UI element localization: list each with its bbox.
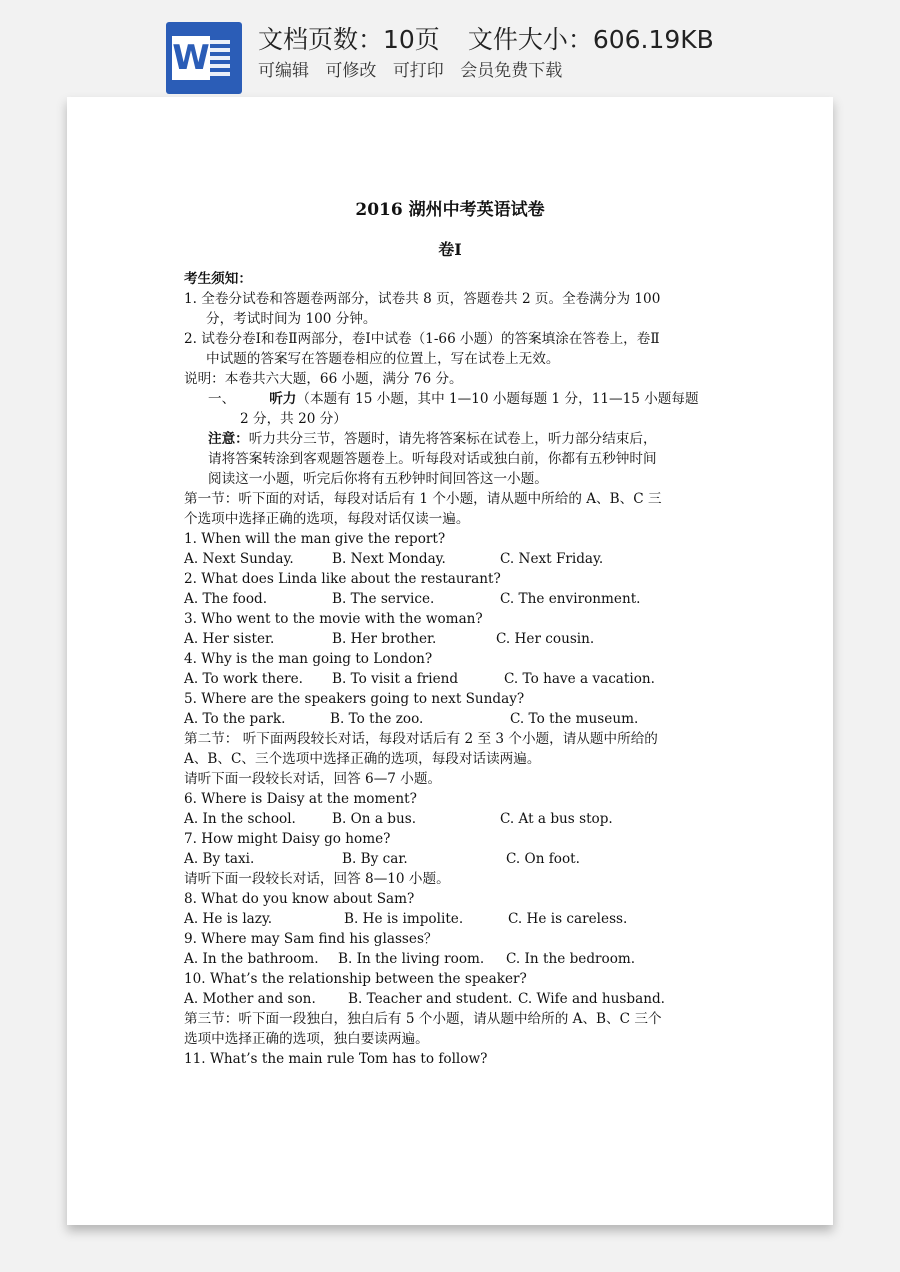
part-3-instructions: 第三节：听下面一段独白，独白后有 5 个小题，请从题中给所的 A、B、C 三个 bbox=[184, 1011, 662, 1027]
feature-editable: 可编辑 bbox=[258, 61, 309, 81]
question-11: 11. What’s the main rule Tom has to follow? bbox=[184, 1051, 488, 1067]
question-9: 9. Where may Sam find his glasses？ bbox=[184, 931, 438, 947]
question-7: 7. How might Daisy go home? bbox=[184, 831, 391, 847]
notice-item-1: 1. 全卷分试卷和答题卷两部分，试卷共 8 页，答题卷共 2 页。全卷满分为 100 bbox=[184, 291, 661, 307]
listening-note: 注意：听力共分三节，答题时，请先将答案标在试卷上，听力部分结束后， bbox=[208, 431, 657, 447]
notice-item-1-cont: 分，考试时间为 100 分钟。 bbox=[206, 311, 377, 327]
question-6-options: A. In the school. B. On a bus. C. At a bus stop. bbox=[184, 811, 613, 827]
part-1-instructions-cont: 个选项中选择正确的选项，每段对话仅读一遍。 bbox=[184, 511, 470, 527]
question-2-options: A. The food. B. The service. C. The environment. bbox=[184, 591, 641, 607]
page-count: 文档页数：10页 bbox=[258, 25, 440, 54]
question-8-options: A. He is lazy. B. He is impolite. C. He is careless. bbox=[184, 911, 628, 927]
word-document-icon: W bbox=[166, 22, 242, 94]
question-3-options: A. Her sister. B. Her brother. C. Her cousin. bbox=[184, 631, 595, 647]
question-8: 8. What do you know about Sam? bbox=[184, 891, 415, 907]
listening-note-cont-2: 阅读这一小题，听完后你将有五秒钟时间回答这一小题。 bbox=[208, 471, 548, 487]
section-1-heading: 一、 听力（本题有 15 小题，其中 1—10 小题每题 1 分，11—15 小题每题 bbox=[208, 391, 699, 407]
feature-printable: 可打印 bbox=[392, 61, 444, 81]
question-5-options: A. To the park. B. To the zoo. C. To the museum. bbox=[184, 711, 639, 727]
question-3: 3. Who went to the movie with the woman? bbox=[184, 611, 483, 627]
file-size: 文件大小：606.19KB bbox=[467, 25, 714, 54]
feature-list bbox=[258, 56, 573, 81]
question-6: 6. Where is Daisy at the moment? bbox=[184, 791, 417, 807]
feature-member-download: 会员免费下载 bbox=[460, 61, 563, 81]
document-page bbox=[67, 97, 833, 1225]
notice-item-2: 2. 试卷分卷I和卷Ⅱ两部分，卷I中试卷（1-66 小题）的答案填涂在答卷上，卷Ⅱ bbox=[184, 331, 660, 347]
part-2-dialogue-1-intro: 请听下面一段较长对话，回答 6—7 小题。 bbox=[184, 771, 442, 787]
question-5: 5. Where are the speakers going to next Sunday? bbox=[184, 691, 525, 707]
listening-note-cont-1: 请将答案转涂到客观题答题卷上。听每段对话或独白前，你都有五秒钟时间 bbox=[208, 451, 657, 467]
question-1-options: A. Next Sunday. B. Next Monday. C. Next Friday. bbox=[184, 551, 604, 567]
question-2: 2. What does Linda like about the restaurant? bbox=[184, 571, 501, 587]
part-2-instructions: 第二节： 听下面两段较长对话，每段对话后有 2 至 3 个小题，请从题中所给的 bbox=[184, 731, 658, 747]
explanation: 说明：本卷共六大题，66 小题，满分 76 分。 bbox=[184, 371, 463, 387]
feature-modifiable: 可修改 bbox=[325, 61, 377, 81]
question-10-options: A. Mother and son. B. Teacher and student. C. Wife and husband. bbox=[184, 991, 665, 1007]
page-title: 2016 湖州中考英语试卷 bbox=[355, 200, 545, 220]
section-1-heading-cont: 2 分，共 20 分） bbox=[240, 411, 347, 427]
document-body bbox=[184, 269, 724, 1069]
part-2-dialogue-2-intro: 请听下面一段较长对话，回答 8—10 小题。 bbox=[184, 871, 450, 887]
question-1: 1. When will the man give the report? bbox=[184, 531, 446, 547]
question-4: 4. Why is the man going to London? bbox=[184, 651, 433, 667]
notice-item-2-cont: 中试题的答案写在答题卷相应的位置上，写在试卷上无效。 bbox=[206, 351, 560, 367]
part-2-instructions-cont: A、B、C、三个选项中选择正确的选项，每段对话读两遍。 bbox=[184, 751, 541, 767]
file-info-header bbox=[0, 0, 900, 100]
part-1-instructions: 第一节：听下面的对话，每段对话后有 1 个小题，请从题中所给的 A、B、C 三 bbox=[184, 491, 662, 507]
question-4-options: A. To work there. B. To visit a friend C. To have a vacation. bbox=[184, 671, 655, 687]
question-7-options: A. By taxi. B. By car. C. On foot. bbox=[184, 851, 580, 867]
file-stats bbox=[258, 20, 714, 56]
notice-heading: 考生须知： bbox=[184, 271, 252, 287]
part-3-instructions-cont: 选项中选择正确的选项，独白要读两遍。 bbox=[184, 1031, 429, 1047]
question-9-options: A. In the bathroom. B. In the living room. C. In the bedroom. bbox=[184, 951, 636, 967]
question-10: 10. What’s the relationship between the speaker? bbox=[184, 971, 527, 987]
page-subtitle: 卷I bbox=[438, 240, 462, 259]
